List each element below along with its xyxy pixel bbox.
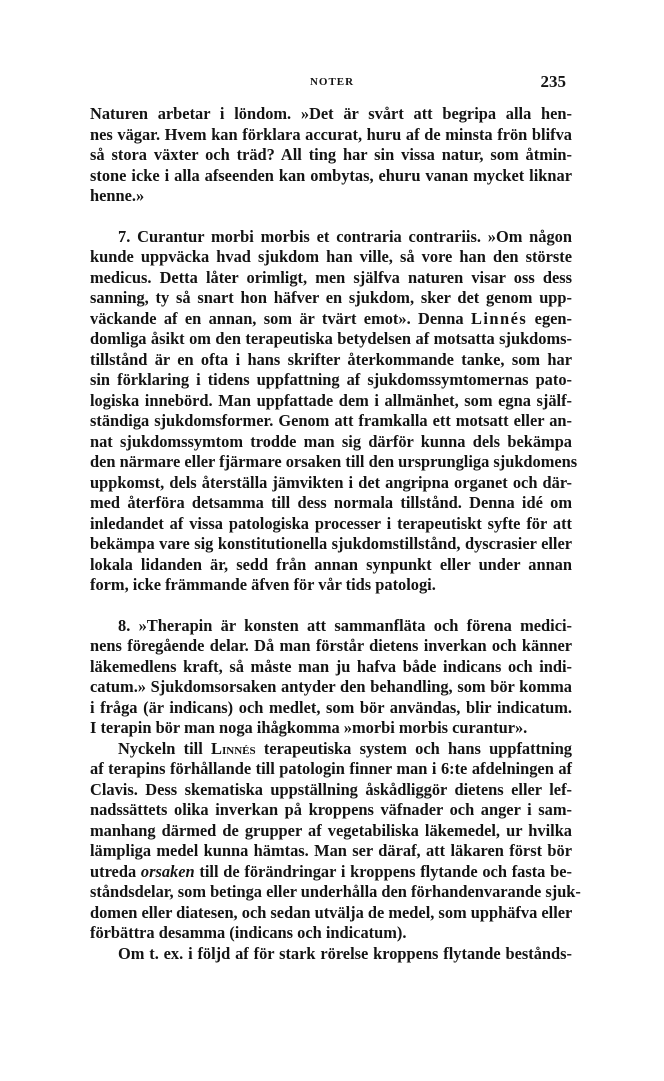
paragraph-naturen: [90, 104, 572, 207]
text-line: sanning, ty så snart hon häfver en sjukdom, sker det genom upp-: [90, 288, 572, 307]
body-text: [90, 104, 581, 964]
text-segment: terapeutiska system och hans uppfattning: [263, 738, 572, 758]
text-line: form, icke främmande äfven för vår tids patologi.: [90, 575, 436, 594]
text-line: stone icke i alla afseenden kan ombytas, ehuru vanan mycket liknar: [90, 165, 572, 185]
paragraph-nyckeln: [90, 738, 581, 944]
text-line: ståndsdelar, som betinga eller underhålla den förhandenvarande sjuk-: [90, 882, 581, 901]
text-line: ständiga sjukdomsformer. Genom att framkalla ett motsatt eller an-: [90, 411, 572, 430]
text-line: uppkomst, dels återställa jämvikten i det angripna organet och där-: [90, 472, 572, 492]
text-line: kunde uppväcka hvad sjukdom han ville, så vore han den störste: [90, 247, 572, 266]
text-line: manhang därmed de grupper af vegetabiliska läkemedel, ur hvilka: [90, 820, 572, 840]
text-line: nadssättets olika inverkan på kroppens väfnader och anger i sam-: [90, 800, 572, 819]
text-line: nens föregående delar. Då man förstår dietens inverkan och känner: [90, 636, 572, 655]
text-line: i fråga (är indicans) och medlet, som bör användas, blir indicatum.: [90, 697, 572, 717]
paragraph-note-8: [90, 616, 572, 739]
text-line: nat sjukdomssymtom trodde man sig därför kunna dels bekämpa: [90, 431, 572, 451]
text-line: 8. »Therapin är konsten att sammanfläta och förena medici-: [118, 615, 572, 635]
text-line: förbättra desamma (indicans och indicatum).: [90, 923, 407, 942]
running-head: [0, 72, 664, 94]
text-segment: Nyckeln till: [118, 738, 203, 758]
text-line: domliga åsikt om den terapeutiska betydelsen af motsatta sjukdoms-: [90, 329, 572, 348]
text-line: [90, 309, 572, 330]
text-line: logiska innebörd. Man uppfattade dem i allmänhet, som egna själf-: [90, 390, 572, 410]
text-line: lämpliga medel kunna hämtas. Man ser däraf, att läkaren först bör: [90, 841, 572, 860]
text-line: [90, 862, 572, 883]
author-name-spaced: Linnés: [470, 308, 528, 328]
paragraph-om: [90, 944, 572, 965]
author-name-smallcaps: Linnés: [211, 738, 256, 758]
text-line: med återföra detsamma till dess normala tillstånd. Denna idé om: [90, 493, 572, 512]
text-line: sin förklaring i tidens uppfattning af sjukdomssymtomernas pato-: [90, 370, 572, 389]
text-segment: väckande af en annan, som är tvärt emot».: [90, 308, 411, 328]
text-line: den närmare eller fjärmare orsaken till den ursprungliga sjukdomens: [90, 452, 578, 471]
text-line: bekämpa vare sig konstitutionella sjukdomstillstånd, dyscrasier eller: [90, 534, 572, 553]
text-segment: utreda: [90, 861, 137, 881]
text-line: af terapins förhållande till patologin finner man i 6:te afdelningen af: [90, 759, 572, 778]
text-line: tillstånd är en ofta i hans skrifter återkommande tanke, som har: [90, 349, 572, 369]
text-line: Clavis. Dess skematiska uppställning åskådliggör dietens eller lef-: [90, 779, 572, 799]
text-line: [90, 739, 572, 760]
text-line: Om t. ex. i följd af för stark rörelse kroppens flytande bestånds-: [118, 943, 572, 963]
page-number: 235: [540, 72, 566, 91]
text-line: inledandet af vissa patologiska processer i terapeutiskt syfte för att: [90, 513, 572, 533]
running-title: NOTER: [309, 76, 355, 88]
paragraph-note-7: [90, 226, 578, 596]
text-line: catum.» Sjukdomsorsaken antyder den behandling, som bör komma: [90, 677, 572, 696]
text-line: domen eller diatesen, och sedan utvälja de medel, som upphäfva eller: [90, 902, 573, 922]
text-line: nes vägar. Hvem kan förklara accurat, huru af de minsta frön blifva: [90, 124, 572, 144]
text-line: Naturen arbetar i löndom. »Det är svårt att begripa alla hen-: [90, 104, 572, 123]
text-line: I terapin bör man noga ihågkomma »morbi morbis curantur».: [90, 718, 528, 737]
text-segment: Denna: [418, 308, 464, 328]
text-segment: till de förändringar i kroppens flytande och fasta be-: [199, 861, 572, 881]
text-line: läkemedlens kraft, så måste man ju hafva både indicans och indi-: [90, 656, 572, 676]
text-line: så stora växter och träd? All ting har sin vissa natur, som åtmin-: [90, 145, 572, 164]
text-segment: egen-: [534, 308, 572, 328]
emphasis-italic: orsaken: [140, 861, 195, 881]
text-line: lokala lidanden är, sedd från annan synpunkt eller under annan: [90, 554, 572, 574]
text-line: henne.»: [90, 186, 145, 205]
text-line: medicus. Detta låter orimligt, men själfva naturen visar oss dess: [90, 267, 572, 287]
text-line: 7. Curantur morbi morbis et contraria contrariis. »Om någon: [118, 226, 572, 246]
